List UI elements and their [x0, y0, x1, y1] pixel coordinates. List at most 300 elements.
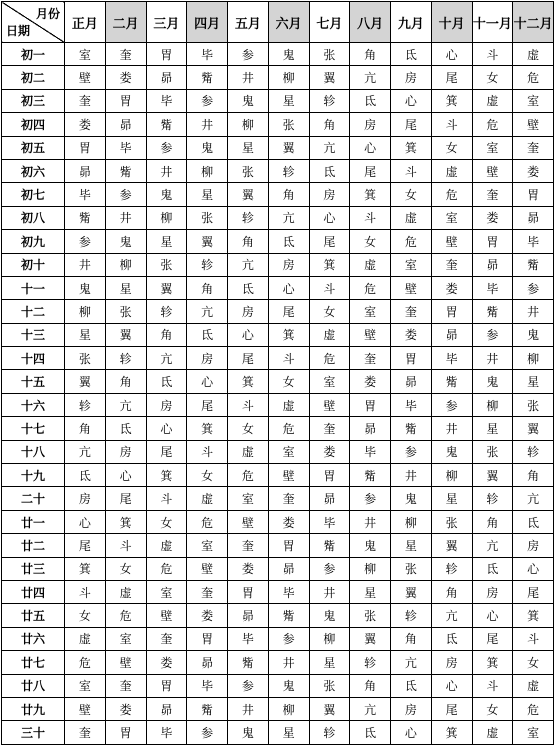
day-label-cell: 廿一: [2, 510, 65, 533]
mansion-cell: 柳: [350, 557, 391, 580]
mansion-cell: 心: [268, 276, 309, 299]
mansion-cell: 张: [146, 253, 187, 276]
mansion-cell: 女: [472, 697, 513, 720]
day-label-cell: 十一: [2, 276, 65, 299]
mansion-cell: 柳: [268, 66, 309, 89]
mansion-cell: 氐: [350, 721, 391, 744]
mansion-cell: 娄: [105, 66, 146, 89]
mansion-cell: 房: [187, 347, 228, 370]
mansion-cell: 箕: [431, 721, 472, 744]
mansion-cell: 房: [391, 66, 432, 89]
mansion-cell: 室: [431, 206, 472, 229]
mansion-cell: 轸: [65, 393, 106, 416]
mansion-cell: 轸: [187, 253, 228, 276]
mansion-cell: 氐: [472, 557, 513, 580]
mansion-cell: 女: [513, 651, 554, 674]
day-label-cell: 廿八: [2, 674, 65, 697]
day-label-cell: 十九: [2, 464, 65, 487]
mansion-cell: 心: [65, 510, 106, 533]
mansion-cell: 房: [65, 487, 106, 510]
day-label-cell: 三十: [2, 721, 65, 744]
mansion-cell: 室: [391, 253, 432, 276]
day-label-cell: 廿七: [2, 651, 65, 674]
mansion-cell: 亢: [513, 487, 554, 510]
mansion-cell: 鬼: [228, 721, 269, 744]
mansion-cell: 鬼: [309, 604, 350, 627]
mansion-cell: 参: [391, 440, 432, 463]
mansion-cell: 房: [391, 697, 432, 720]
table-row: [2, 627, 554, 650]
day-label-cell: 初七: [2, 183, 65, 206]
table-row: [2, 206, 554, 229]
mansion-cell: 壁: [105, 651, 146, 674]
mansion-cell: 参: [65, 230, 106, 253]
day-label-cell: 廿五: [2, 604, 65, 627]
mansion-cell: 参: [228, 43, 269, 66]
mansion-cell: 觜: [431, 370, 472, 393]
mansion-cell: 亢: [187, 300, 228, 323]
mansion-cell: 井: [228, 697, 269, 720]
mansion-cell: 室: [228, 487, 269, 510]
mansion-cell: 斗: [65, 580, 106, 603]
day-label-cell: 廿六: [2, 627, 65, 650]
table-row: [2, 113, 554, 136]
day-label-cell: 初八: [2, 206, 65, 229]
mansion-cell: 角: [350, 674, 391, 697]
mansion-cell: 轸: [472, 487, 513, 510]
mansion-cell: 氐: [513, 510, 554, 533]
mansion-cell: 张: [309, 43, 350, 66]
mansion-cell: 角: [228, 230, 269, 253]
mansion-cell: 柳: [65, 300, 106, 323]
mansion-cell: 箕: [431, 89, 472, 112]
mansion-cell: 虚: [65, 627, 106, 650]
day-label-cell: 廿三: [2, 557, 65, 580]
mansion-cell: 角: [187, 276, 228, 299]
mansion-cell: 角: [268, 183, 309, 206]
mansion-cell: 心: [513, 557, 554, 580]
mansion-cell: 轸: [513, 440, 554, 463]
mansion-cell: 壁: [65, 697, 106, 720]
mansion-cell: 娄: [105, 697, 146, 720]
mansion-cell: 鬼: [268, 43, 309, 66]
mansion-cell: 尾: [431, 66, 472, 89]
mansion-cell: 女: [187, 464, 228, 487]
mansion-cell: 危: [105, 604, 146, 627]
month-header-cell: 七月: [309, 2, 350, 43]
mansion-cell: 昴: [187, 651, 228, 674]
mansion-cell: 星: [187, 183, 228, 206]
mansion-cell: 斗: [350, 206, 391, 229]
mansion-cell: 胃: [105, 89, 146, 112]
mansion-cell: 毕: [187, 674, 228, 697]
mansion-cell: 危: [146, 557, 187, 580]
mansion-cell: 觜: [146, 113, 187, 136]
table-row: [2, 417, 554, 440]
mansion-cell: 房: [431, 651, 472, 674]
mansion-cell: 氐: [228, 276, 269, 299]
mansion-cell: 柳: [309, 627, 350, 650]
mansion-cell: 室: [350, 300, 391, 323]
mansion-cell: 尾: [391, 113, 432, 136]
mansion-cell: 翼: [513, 417, 554, 440]
mansion-cell: 星: [472, 417, 513, 440]
mansion-cell: 星: [350, 580, 391, 603]
mansion-cell: 女: [350, 230, 391, 253]
mansion-cell: 虚: [431, 159, 472, 182]
mansion-cell: 壁: [309, 393, 350, 416]
mansion-cell: 尾: [65, 534, 106, 557]
mansion-cell: 娄: [391, 323, 432, 346]
mansion-cell: 心: [105, 464, 146, 487]
mansion-cell: 觜: [391, 417, 432, 440]
mansion-cell: 壁: [391, 276, 432, 299]
mansion-cell: 壁: [350, 323, 391, 346]
mansion-cell: 胃: [472, 230, 513, 253]
mansion-cell: 氐: [146, 370, 187, 393]
lunar-mansion-table: [1, 1, 554, 745]
day-label-cell: 十四: [2, 347, 65, 370]
mansion-cell: 毕: [187, 43, 228, 66]
mansion-cell: 胃: [309, 464, 350, 487]
mansion-cell: 井: [187, 113, 228, 136]
day-label-cell: 初三: [2, 89, 65, 112]
mansion-cell: 箕: [472, 651, 513, 674]
mansion-cell: 翼: [309, 697, 350, 720]
mansion-cell: 井: [513, 300, 554, 323]
mansion-cell: 角: [65, 417, 106, 440]
mansion-cell: 箕: [268, 323, 309, 346]
mansion-cell: 氐: [65, 464, 106, 487]
mansion-cell: 奎: [350, 347, 391, 370]
mansion-cell: 胃: [187, 627, 228, 650]
mansion-cell: 张: [391, 557, 432, 580]
table-row: [2, 300, 554, 323]
mansion-cell: 危: [187, 510, 228, 533]
mansion-cell: 胃: [268, 534, 309, 557]
day-label-cell: 十二: [2, 300, 65, 323]
day-label-cell: 十五: [2, 370, 65, 393]
mansion-cell: 翼: [431, 534, 472, 557]
mansion-cell: 轸: [309, 721, 350, 744]
mansion-cell: 鬼: [146, 183, 187, 206]
mansion-cell: 星: [268, 89, 309, 112]
mansion-cell: 女: [228, 417, 269, 440]
day-label-cell: 初一: [2, 43, 65, 66]
month-header-cell: 六月: [268, 2, 309, 43]
mansion-cell: 氐: [105, 417, 146, 440]
month-header-cell: 五月: [228, 2, 269, 43]
month-header-cell: 四月: [187, 2, 228, 43]
mansion-cell: 井: [65, 253, 106, 276]
mansion-cell: 心: [391, 89, 432, 112]
mansion-cell: 房: [146, 393, 187, 416]
mansion-cell: 娄: [65, 113, 106, 136]
mansion-cell: 星: [391, 534, 432, 557]
table-row: [2, 393, 554, 416]
mansion-cell: 奎: [472, 183, 513, 206]
mansion-cell: 尾: [187, 393, 228, 416]
mansion-cell: 昴: [513, 206, 554, 229]
mansion-cell: 毕: [65, 183, 106, 206]
month-header-cell: 二月: [105, 2, 146, 43]
mansion-cell: 毕: [350, 440, 391, 463]
table-row: [2, 66, 554, 89]
mansion-cell: 张: [350, 604, 391, 627]
mansion-cell: 翼: [268, 136, 309, 159]
table-row: [2, 347, 554, 370]
mansion-cell: 虚: [105, 580, 146, 603]
mansion-cell: 昴: [105, 113, 146, 136]
mansion-cell: 房: [105, 440, 146, 463]
mansion-cell: 觜: [65, 206, 106, 229]
mansion-cell: 箕: [309, 253, 350, 276]
mansion-cell: 奎: [431, 253, 472, 276]
mansion-cell: 参: [228, 674, 269, 697]
mansion-cell: 室: [146, 580, 187, 603]
day-label-cell: 廿九: [2, 697, 65, 720]
mansion-cell: 觜: [228, 651, 269, 674]
mansion-cell: 奎: [268, 487, 309, 510]
mansion-cell: 斗: [431, 113, 472, 136]
mansion-cell: 昴: [391, 370, 432, 393]
mansion-cell: 壁: [431, 230, 472, 253]
mansion-cell: 斗: [105, 534, 146, 557]
mansion-cell: 柳: [268, 697, 309, 720]
mansion-cell: 参: [431, 393, 472, 416]
mansion-cell: 翼: [105, 323, 146, 346]
mansion-cell: 柳: [187, 159, 228, 182]
mansion-cell: 壁: [513, 113, 554, 136]
mansion-cell: 奎: [513, 136, 554, 159]
mansion-cell: 亢: [105, 393, 146, 416]
mansion-cell: 昴: [146, 697, 187, 720]
mansion-cell: 胃: [431, 300, 472, 323]
mansion-cell: 危: [228, 464, 269, 487]
mansion-cell: 房: [309, 183, 350, 206]
mansion-cell: 胃: [513, 183, 554, 206]
table-row: [2, 580, 554, 603]
mansion-cell: 心: [391, 721, 432, 744]
mansion-cell: 轸: [228, 206, 269, 229]
mansion-cell: 心: [228, 323, 269, 346]
table-row: [2, 276, 554, 299]
day-label-cell: 初四: [2, 113, 65, 136]
mansion-cell: 尾: [105, 487, 146, 510]
mansion-cell: 室: [65, 43, 106, 66]
mansion-cell: 娄: [146, 651, 187, 674]
mansion-cell: 翼: [146, 276, 187, 299]
table-row: [2, 136, 554, 159]
table-row: [2, 89, 554, 112]
mansion-cell: 尾: [268, 300, 309, 323]
mansion-cell: 壁: [187, 557, 228, 580]
mansion-cell: 虚: [391, 206, 432, 229]
mansion-cell: 亢: [431, 604, 472, 627]
mansion-cell: 角: [472, 510, 513, 533]
mansion-cell: 觜: [350, 464, 391, 487]
mansion-cell: 尾: [350, 159, 391, 182]
day-label-cell: 十七: [2, 417, 65, 440]
mansion-cell: 斗: [472, 674, 513, 697]
mansion-cell: 鬼: [65, 276, 106, 299]
mansion-cell: 斗: [187, 440, 228, 463]
mansion-cell: 女: [105, 557, 146, 580]
mansion-cell: 亢: [228, 253, 269, 276]
mansion-cell: 角: [146, 323, 187, 346]
lunar-mansion-table-container: [1, 1, 554, 745]
mansion-cell: 箕: [228, 370, 269, 393]
table-row: [2, 159, 554, 182]
mansion-cell: 奎: [65, 89, 106, 112]
mansion-cell: 危: [350, 276, 391, 299]
mansion-cell: 鬼: [187, 136, 228, 159]
mansion-cell: 氐: [391, 674, 432, 697]
mansion-cell: 星: [228, 136, 269, 159]
mansion-cell: 觜: [513, 253, 554, 276]
mansion-cell: 危: [472, 113, 513, 136]
mansion-cell: 参: [268, 627, 309, 650]
mansion-cell: 觜: [268, 604, 309, 627]
mansion-cell: 张: [309, 674, 350, 697]
day-label-cell: 十三: [2, 323, 65, 346]
mansion-cell: 室: [187, 534, 228, 557]
mansion-cell: 毕: [146, 721, 187, 744]
mansion-cell: 危: [513, 66, 554, 89]
mansion-cell: 柳: [228, 113, 269, 136]
day-label-cell: 初九: [2, 230, 65, 253]
mansion-cell: 张: [513, 393, 554, 416]
mansion-cell: 亢: [146, 347, 187, 370]
mansion-cell: 鬼: [268, 674, 309, 697]
mansion-cell: 昴: [309, 487, 350, 510]
mansion-cell: 箕: [146, 464, 187, 487]
mansion-cell: 娄: [268, 510, 309, 533]
mansion-cell: 角: [513, 464, 554, 487]
mansion-cell: 尾: [431, 697, 472, 720]
mansion-cell: 虚: [146, 534, 187, 557]
mansion-cell: 娄: [187, 604, 228, 627]
table-row: [2, 651, 554, 674]
corner-header-cell: [2, 2, 65, 43]
mansion-cell: 翼: [65, 370, 106, 393]
table-row: [2, 697, 554, 720]
mansion-cell: 虚: [472, 89, 513, 112]
table-row: [2, 487, 554, 510]
mansion-cell: 氐: [431, 627, 472, 650]
mansion-cell: 房: [268, 253, 309, 276]
mansion-cell: 室: [268, 440, 309, 463]
mansion-cell: 角: [431, 580, 472, 603]
mansion-cell: 毕: [309, 510, 350, 533]
mansion-cell: 轸: [391, 604, 432, 627]
table-row: [2, 43, 554, 66]
mansion-cell: 室: [513, 721, 554, 744]
mansion-cell: 井: [472, 347, 513, 370]
mansion-cell: 胃: [391, 347, 432, 370]
day-label-cell: 十八: [2, 440, 65, 463]
mansion-cell: 心: [472, 604, 513, 627]
mansion-cell: 室: [513, 89, 554, 112]
mansion-cell: 翼: [187, 230, 228, 253]
mansion-cell: 危: [391, 230, 432, 253]
mansion-cell: 壁: [146, 604, 187, 627]
mansion-cell: 亢: [309, 136, 350, 159]
mansion-cell: 娄: [350, 370, 391, 393]
mansion-cell: 觜: [309, 534, 350, 557]
mansion-cell: 奎: [309, 417, 350, 440]
mansion-cell: 轸: [268, 159, 309, 182]
mansion-cell: 奎: [105, 43, 146, 66]
mansion-cell: 柳: [472, 393, 513, 416]
mansion-cell: 柳: [391, 510, 432, 533]
table-row: [2, 230, 554, 253]
mansion-cell: 斗: [513, 627, 554, 650]
mansion-cell: 毕: [228, 627, 269, 650]
mansion-cell: 井: [268, 651, 309, 674]
table-row: [2, 370, 554, 393]
table-body: [2, 43, 554, 745]
mansion-cell: 心: [309, 206, 350, 229]
table-row: [2, 534, 554, 557]
mansion-cell: 柳: [431, 464, 472, 487]
day-label-cell: 初十: [2, 253, 65, 276]
table-row: [2, 183, 554, 206]
corner-day-label: 日期: [6, 24, 31, 38]
mansion-cell: 奎: [65, 721, 106, 744]
mansion-cell: 室: [472, 136, 513, 159]
mansion-cell: 参: [513, 276, 554, 299]
mansion-cell: 心: [431, 43, 472, 66]
mansion-cell: 鬼: [391, 487, 432, 510]
mansion-cell: 鬼: [472, 370, 513, 393]
mansion-cell: 昴: [350, 417, 391, 440]
mansion-cell: 轸: [350, 651, 391, 674]
table-header: [2, 2, 554, 43]
mansion-cell: 井: [228, 66, 269, 89]
mansion-cell: 斗: [472, 43, 513, 66]
mansion-cell: 井: [431, 417, 472, 440]
mansion-cell: 尾: [146, 440, 187, 463]
month-header-cell: 三月: [146, 2, 187, 43]
mansion-cell: 井: [391, 464, 432, 487]
mansion-cell: 胃: [146, 674, 187, 697]
mansion-cell: 觜: [105, 159, 146, 182]
mansion-cell: 翼: [472, 464, 513, 487]
mansion-cell: 虚: [513, 43, 554, 66]
mansion-cell: 室: [105, 627, 146, 650]
mansion-cell: 毕: [268, 580, 309, 603]
mansion-cell: 危: [431, 183, 472, 206]
mansion-cell: 娄: [513, 159, 554, 182]
mansion-cell: 翼: [391, 580, 432, 603]
month-header-row: [2, 2, 554, 43]
mansion-cell: 亢: [268, 206, 309, 229]
mansion-cell: 虚: [228, 440, 269, 463]
corner-month-label: 月份: [35, 7, 60, 21]
mansion-cell: 星: [146, 230, 187, 253]
mansion-cell: 箕: [513, 604, 554, 627]
mansion-cell: 毕: [513, 230, 554, 253]
mansion-cell: 亢: [391, 651, 432, 674]
table-row: [2, 464, 554, 487]
mansion-cell: 壁: [65, 66, 106, 89]
mansion-cell: 斗: [268, 347, 309, 370]
table-row: [2, 440, 554, 463]
day-label-cell: 初六: [2, 159, 65, 182]
mansion-cell: 角: [105, 370, 146, 393]
mansion-cell: 斗: [146, 487, 187, 510]
